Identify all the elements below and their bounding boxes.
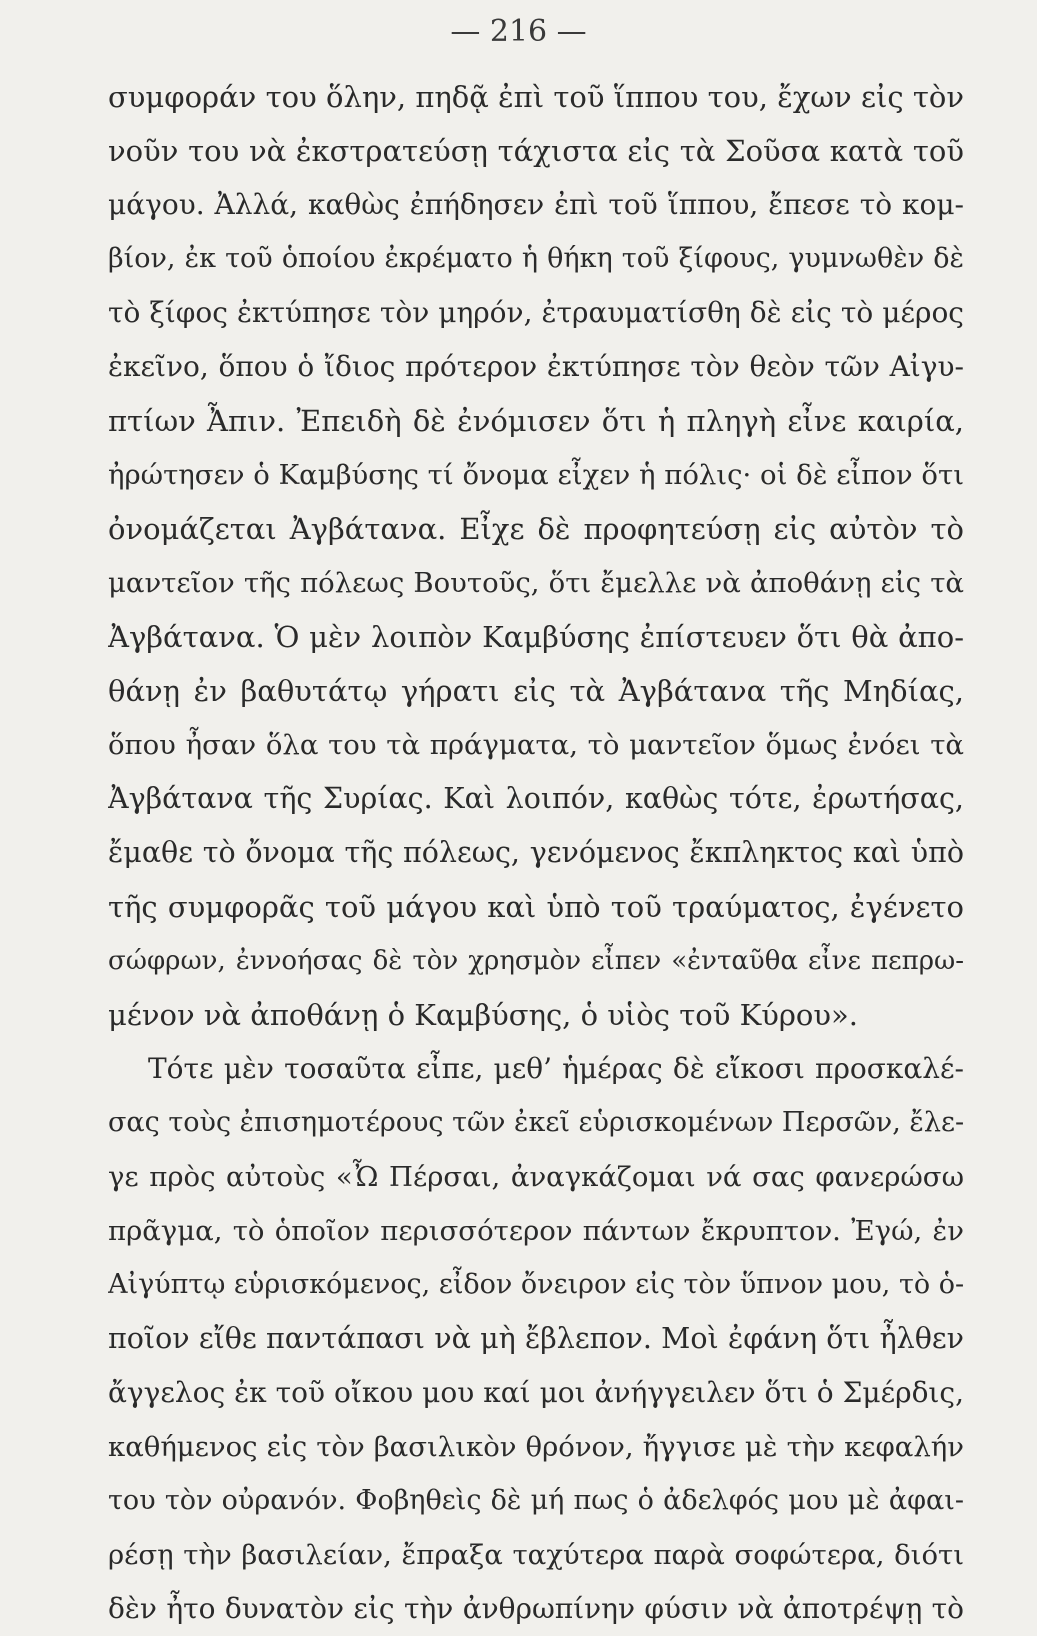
text-line: γε πρὸς αὐτοὺς «Ὦ Πέρσαι, ἀναγκάζομαι νά σας φανερώσω xyxy=(108,1161,964,1193)
text-line: Ἀγβάτανα τῆς Συρίας. Καὶ λοιπόν, καθὼς τότε, ἐρωτήσας, xyxy=(108,782,964,815)
text-line: Αἰγύπτῳ εὑρισκόμενος, εἶδον ὄνειρον εἰς τὸν ὕπνον μου, τὸ ὁ- xyxy=(108,1269,964,1300)
text-line: μένον νὰ ἀποθάνῃ ὁ Καμβύσης, ὁ υἱὸς τοῦ Κύρου». xyxy=(108,998,858,1032)
paragraph xyxy=(108,70,964,1042)
text-line: μάγου. Ἀλλά, καθὼς ἐπήδησεν ἐπὶ τοῦ ἵππου, ἔπεσε τὸ κομ- xyxy=(108,188,964,221)
text-line: δὲν ἦτο δυνατὸν εἰς τὴν ἀνθρωπίνην φύσιν νὰ ἀποτρέψῃ τὸ xyxy=(108,1592,964,1625)
text-line: τὸ ξίφος ἐκτύπησε τὸν μηρόν, ἐτραυματίσθη δὲ εἰς τὸ μέρος xyxy=(108,296,964,329)
text-line: ὀνομάζεται Ἀγβάτανα. Εἶχε δὲ προφητεύσῃ εἰς αὐτὸν τὸ xyxy=(108,512,964,546)
text-line: ρέσῃ τὴν βασιλείαν, ἔπραξα ταχύτερα παρὰ σοφώτερα, διότι xyxy=(108,1539,964,1571)
text-line: Τότε μὲν τοσαῦτα εἶπε, μεθ’ ἡμέρας δὲ εἴκοσι προσκαλέ- xyxy=(148,1052,964,1085)
text-line: νοῦν του νὰ ἐκστρατεύσῃ τάχιστα εἰς τὰ Σοῦσα κατὰ τοῦ xyxy=(108,134,964,168)
text-line: θάνῃ ἐν βαθυτάτῳ γήρατι εἰς τὰ Ἀγβάτανα τῆς Μηδίας, xyxy=(108,674,964,708)
page-number: — 216 — xyxy=(450,14,587,49)
text-line: ἠρώτησεν ὁ Καμβύσης τί ὄνομα εἶχεν ἡ πόλις· οἱ δὲ εἶπον ὅτι xyxy=(108,459,964,491)
text-line: σας τοὺς ἐπισημοτέρους τῶν ἐκεῖ εὑρισκομένων Περσῶν, ἔλε- xyxy=(108,1107,964,1138)
text-line: ἐκεῖνο, ὅπου ὁ ἴδιος πρότερον ἐκτύπησε τὸν θεὸν τῶν Αἰγυ- xyxy=(108,350,964,383)
text-line: Ἀγβάτανα. Ὁ μὲν λοιπὸν Καμβύσης ἐπίστευεν ὅτι θὰ ἀπο- xyxy=(108,620,964,654)
paragraph xyxy=(108,1042,964,1636)
text-line: μαντεῖον τῆς πόλεως Βουτοῦς, ὅτι ἔμελλε νὰ ἀποθάνῃ εἰς τὰ xyxy=(108,567,964,599)
text-line: ποῖον εἴθε παντάπασι νὰ μὴ ἔβλεπον. Μοὶ ἐφάνη ὅτι ἦλθεν xyxy=(108,1322,964,1355)
text-line: πτίων Ἆπιν. Ἐπειδὴ δὲ ἐνόμισεν ὅτι ἡ πληγὴ εἶνε καιρία, xyxy=(108,404,964,438)
text-line: ἄγγελος ἐκ τοῦ οἴκου μου καί μοι ἀνήγγειλεν ὅτι ὁ Σμέρδις, xyxy=(108,1376,964,1409)
text-line: βίον, ἐκ τοῦ ὁποίου ἐκρέματο ἡ θήκη τοῦ ξίφους, γυμνωθὲν δὲ xyxy=(108,243,964,274)
text-line: του τὸν οὐρανόν. Φοβηθεὶς δὲ μή πως ὁ ἀδελφός μου μὲ ἀφαι- xyxy=(108,1485,964,1516)
body-text xyxy=(108,70,964,1636)
text-line: σώφρων, ἐννοήσας δὲ τὸν χρησμὸν εἶπεν «ἐνταῦθα εἶνε πεπρω- xyxy=(108,946,964,976)
text-line: συμφοράν του ὅλην, πηδᾷ ἐπὶ τοῦ ἵππου του, ἔχων εἰς τὸν xyxy=(108,80,964,114)
text-line: καθήμενος εἰς τὸν βασιλικὸν θρόνον, ἤγγισε μὲ τὴν κεφαλήν xyxy=(108,1431,964,1463)
text-line: ὅπου ἦσαν ὅλα του τὰ πράγματα, τὸ μαντεῖον ὅμως ἐνόει τὰ xyxy=(108,729,964,761)
text-line: ἔμαθε τὸ ὄνομα τῆς πόλεως, γενόμενος ἔκπληκτος καὶ ὑπὸ xyxy=(108,836,964,869)
text-line: πρᾶγμα, τὸ ὁποῖον περισσότερον πάντων ἔκρυπτον. Ἐγώ, ἐν xyxy=(108,1215,964,1247)
text-line: τῆς συμφορᾶς τοῦ μάγου καὶ ὑπὸ τοῦ τραύματος, ἐγένετο xyxy=(108,890,964,924)
